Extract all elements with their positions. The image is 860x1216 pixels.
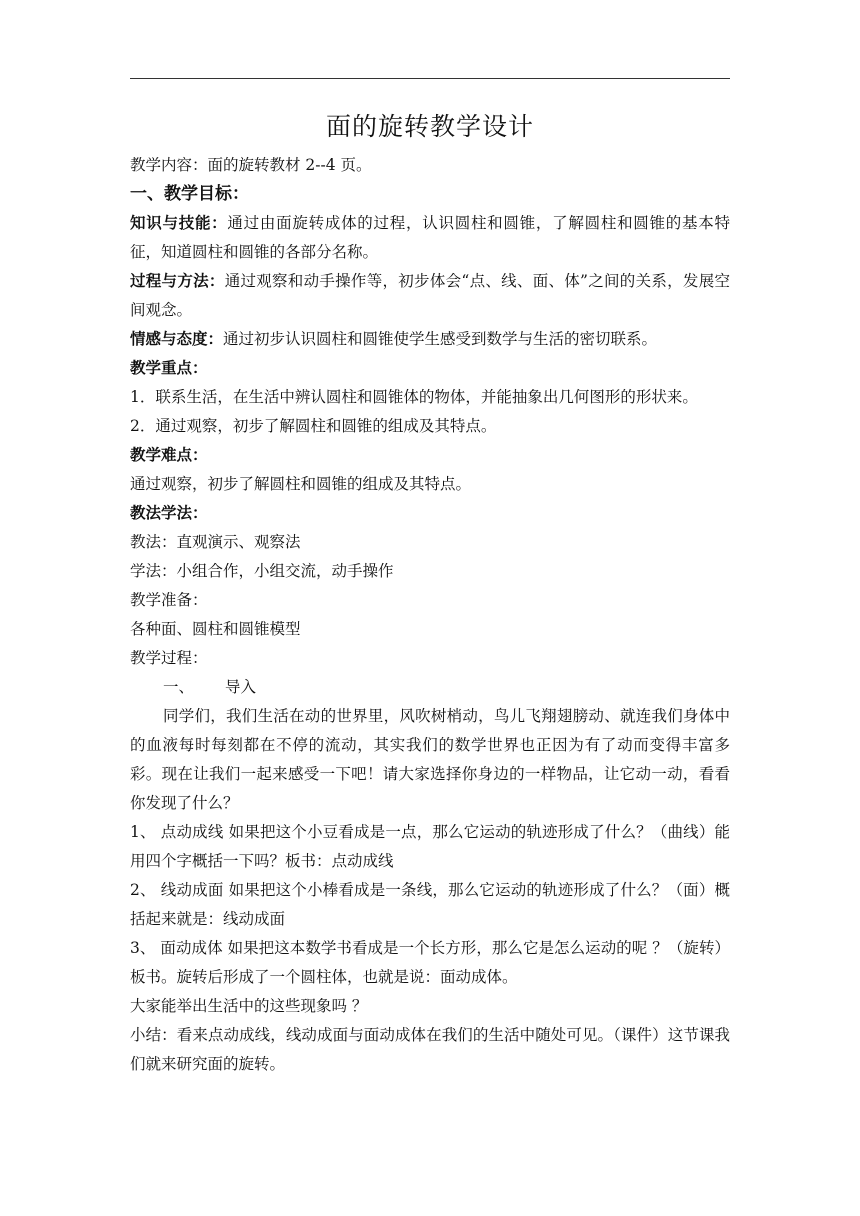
content-line: 教学内容：面的旋转教材 2--4 页。 — [130, 156, 372, 174]
preparation-heading: 教学准备： — [130, 591, 208, 609]
goal-emotion-text: 通过初步认识圆柱和圆锥使学生感受到数学与生活的密切联系。 — [223, 330, 658, 348]
process-item-2: 2、 线动成面 如果把这个小棒看成是一条线，那么它运动的轨迹形成了什么？（面）概括起来就是：线动成面 — [130, 881, 730, 928]
header-rule — [130, 78, 730, 79]
goal-process-label: 过程与方法： — [130, 272, 225, 290]
key-point-1: 1．联系生活，在生活中辨认圆柱和圆锥体的物体，并能抽象出几何图形的形状来。 — [130, 388, 698, 406]
learning-method: 学法：小组合作，小组交流，动手操作 — [130, 562, 394, 580]
goal-emotion-label: 情感与态度： — [130, 330, 224, 348]
summary-text: 小结：看来点动成线，线动成面与面动成体在我们的生活中随处可见。（课件）这节课我们就来研究面的旋转。 — [130, 1026, 730, 1073]
goal-knowledge-label: 知识与技能： — [130, 214, 228, 232]
part1-title: 导入 — [225, 678, 257, 696]
goal-knowledge-text: 通过由面旋转成体的过程，认识圆柱和圆锥，了解圆柱和圆锥的基本特征，知道圆柱和圆锥的各部分名称。 — [130, 214, 730, 261]
goal-knowledge — [130, 209, 730, 267]
teaching-method: 教法：直观演示、观察法 — [130, 533, 301, 551]
difficulty-text: 通过观察，初步了解圆柱和圆锥的组成及其特点。 — [130, 475, 472, 493]
intro-paragraph: 同学们，我们生活在动的世界里，风吹树梢动，鸟儿飞翔翅膀动、就连我们身体中的血液每时每刻都在不停的流动，其实我们的数学世界也正因为有了动而变得丰富多彩。现在让我们一起来感受一下吧！请大家选择你身边的一样物品，让它动一动，看看你发现了什么？ — [130, 707, 730, 812]
section-heading-goals: 一、教学目标： — [130, 184, 249, 204]
methods-heading: 教法学法： — [130, 504, 208, 522]
goal-emotion — [130, 325, 730, 354]
goal-process — [130, 267, 730, 325]
preparation-text: 各种面、圆柱和圆锥模型 — [130, 620, 301, 638]
difficulty-heading: 教学难点： — [130, 446, 208, 464]
part1-heading — [130, 673, 730, 702]
document-title: 面的旋转教学设计 — [325, 112, 534, 141]
key-points-heading: 教学重点： — [130, 359, 208, 377]
process-item-3: 3、 面动成体 如果把这本数学书看成是一个长方形，那么它是怎么运动的呢 ？（旋转）板书。旋转后形成了一个圆柱体，也就是说：面动成体。 — [130, 939, 730, 986]
part1-number: 一、 — [163, 678, 195, 696]
document-page — [130, 0, 730, 1216]
goal-process-text: 通过观察和动手操作等，初步体会“点、线、面、体”之间的关系，发展空间观念。 — [130, 272, 730, 319]
document-body — [130, 151, 730, 1079]
question-line: 大家能举出生活中的这些现象吗 ？ — [130, 997, 368, 1015]
key-point-2: 2．通过观察，初步了解圆柱和圆锥的组成及其特点。 — [130, 417, 497, 435]
process-heading: 教学过程： — [130, 649, 208, 667]
process-item-1: 1、 点动成线 如果把这个小豆看成是一点，那么它运动的轨迹形成了什么？（曲线）能用四个字概括一下吗？板书：点动成线 — [130, 823, 730, 870]
